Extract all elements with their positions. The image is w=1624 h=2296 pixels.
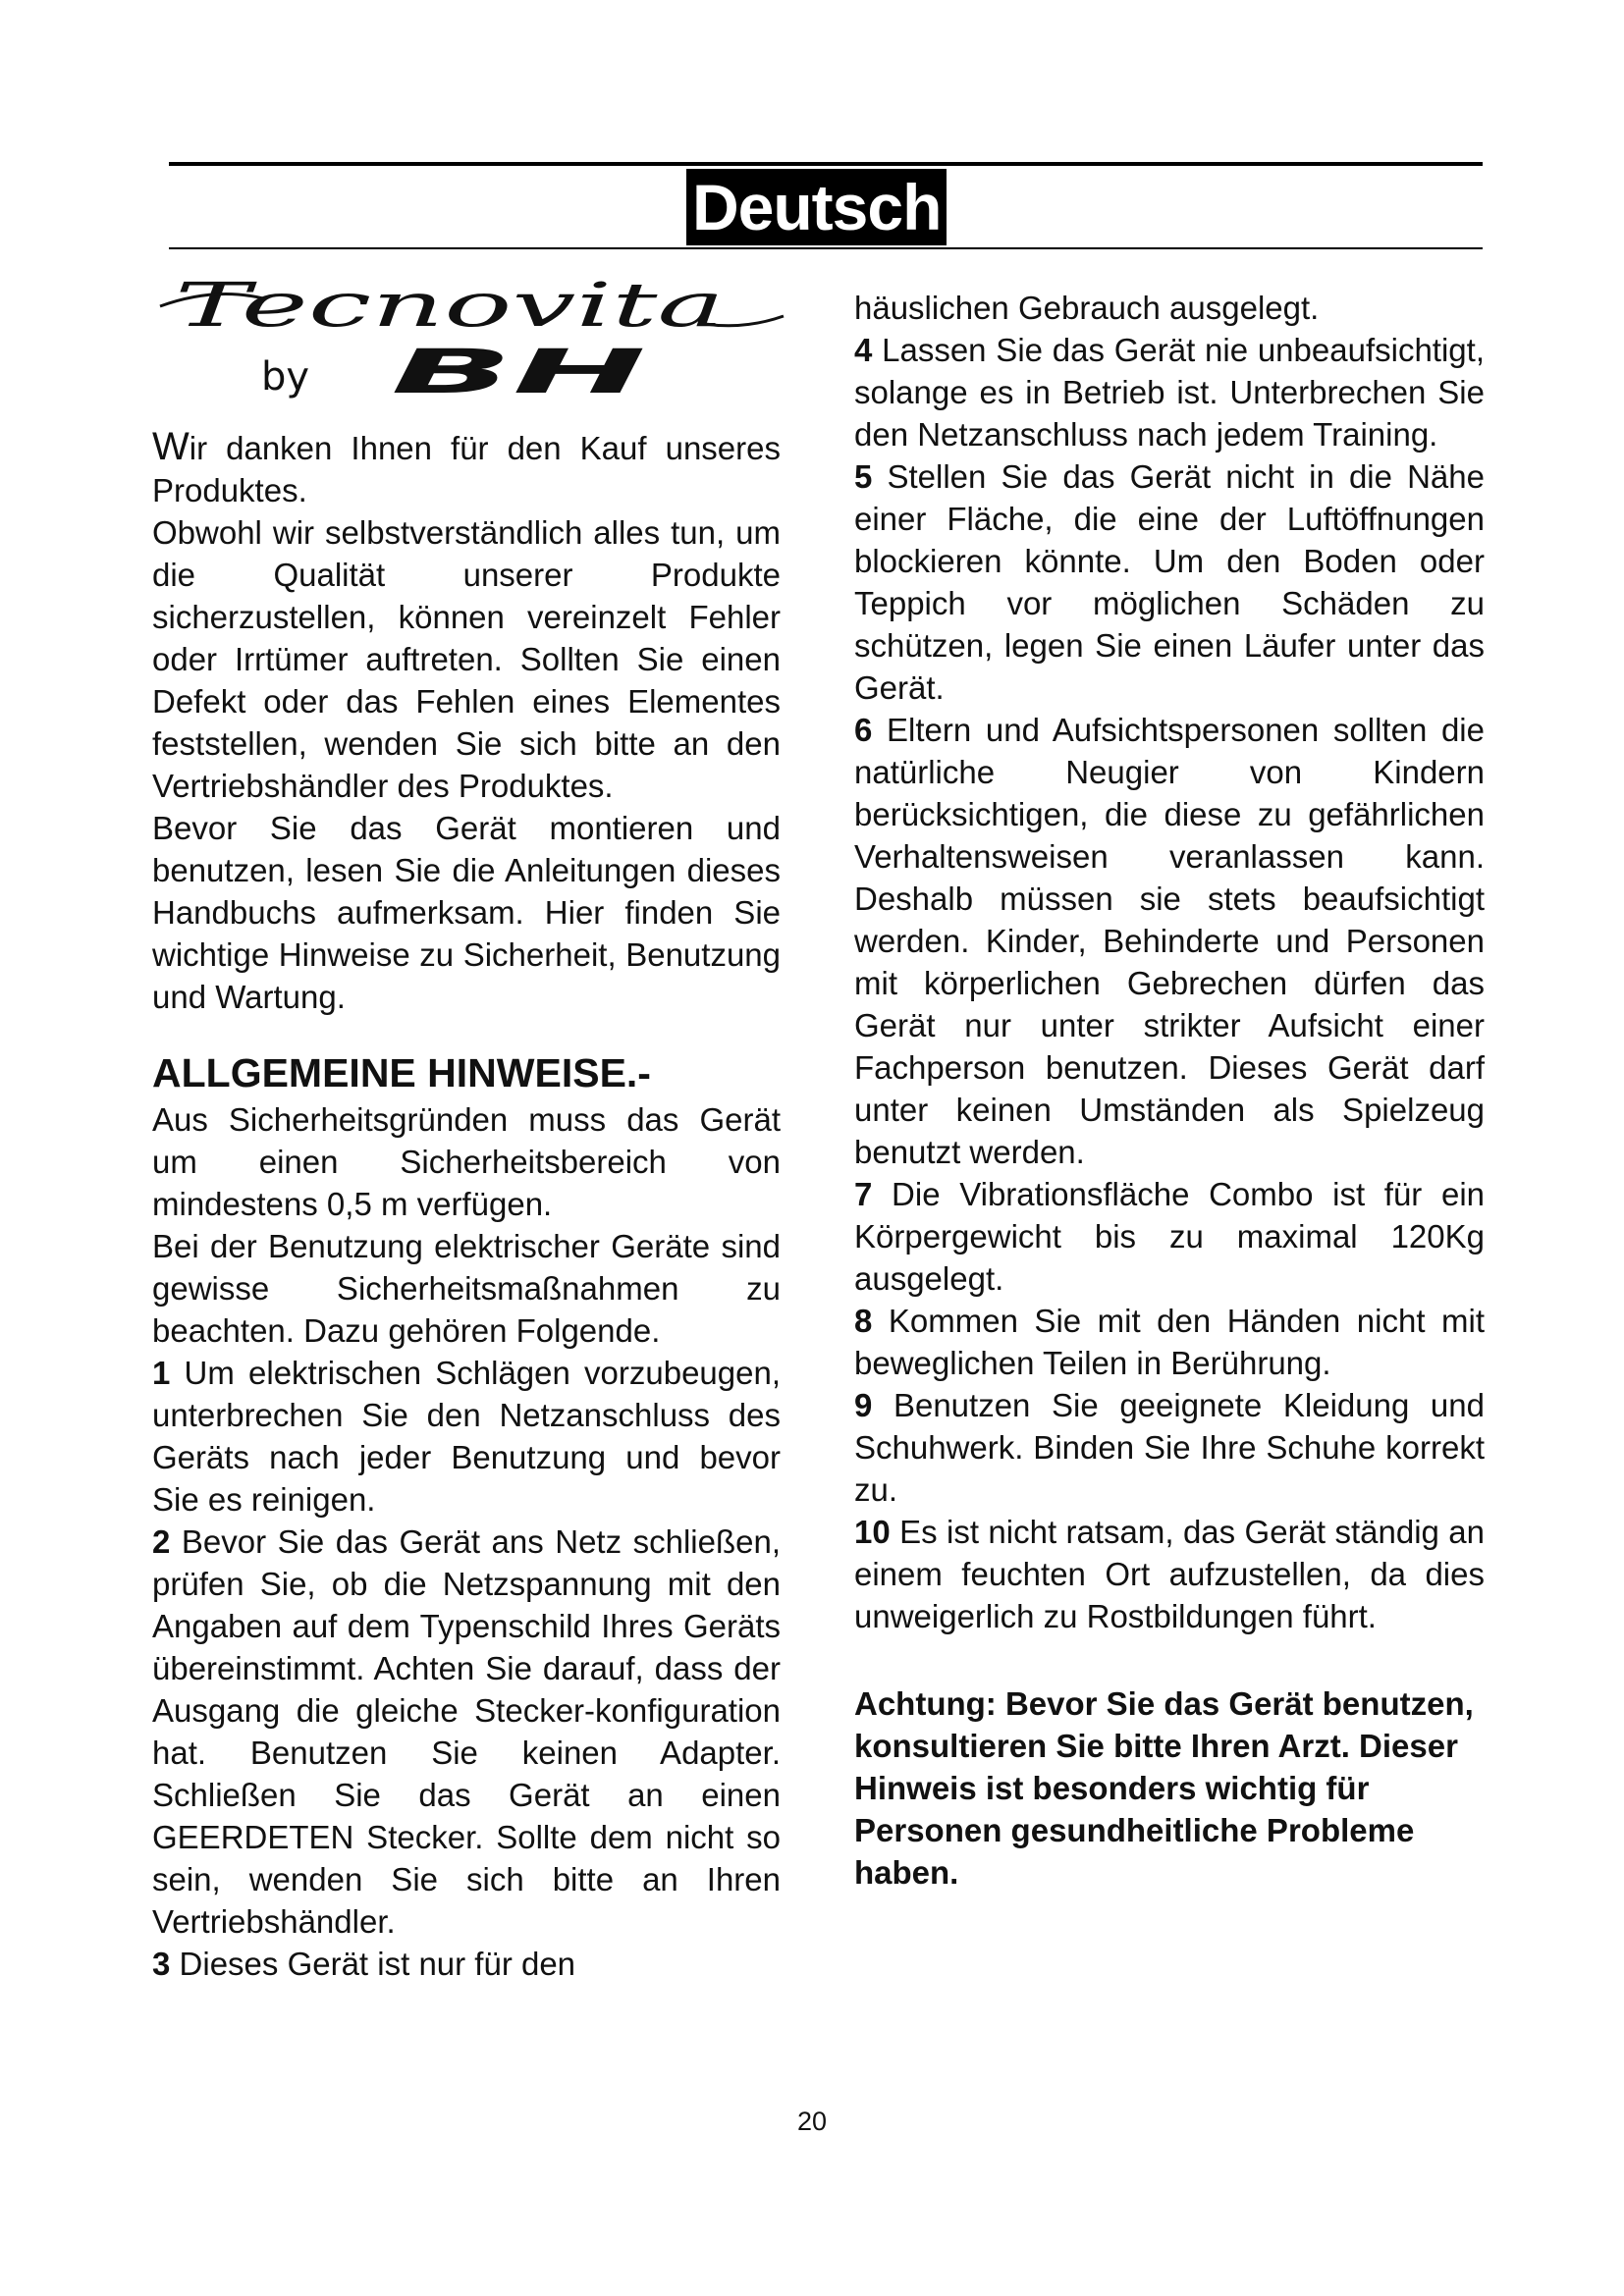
header-top-rule bbox=[169, 162, 1483, 166]
item-number: 7 bbox=[854, 1176, 873, 1212]
intro-paragraph-2: Obwohl wir selbstverständlich alles tun, um die Qualität unserer Produkte sicherzustellen, können vereinzelt Fehler oder Irrtümer auftreten. Sollten Sie einen Defekt oder das Fehlen eines Elementes feststellen, wenden Sie sich bitte an den Vertriebshändler des Produktes. bbox=[152, 514, 781, 804]
item-text: Benutzen Sie geeignete Kleidung und Schuhwerk. Binden Sie Ihre Schuhe korrekt zu. bbox=[854, 1387, 1485, 1508]
item-number: 10 bbox=[854, 1514, 891, 1550]
list-item bbox=[152, 1943, 781, 1985]
item-number: 2 bbox=[152, 1523, 171, 1560]
list-item bbox=[854, 709, 1485, 1173]
language-title: Deutsch bbox=[686, 169, 947, 245]
item-number: 9 bbox=[854, 1387, 873, 1423]
list-item bbox=[854, 329, 1485, 455]
item-text: Um elektrischen Schlägen vorzubeugen, unterbrechen Sie den Netzanschluss des Geräts nach jeder Benutzung und bevor Sie es reinigen. bbox=[152, 1355, 781, 1518]
logo-brand-text: BH bbox=[391, 336, 646, 404]
list-item bbox=[854, 1173, 1485, 1300]
item-text: Lassen Sie das Gerät nie unbeaufsichtigt, solange es in Betrieb ist. Unterbrechen Sie den Netzanschluss nach jedem Training. bbox=[854, 332, 1485, 453]
item-number: 4 bbox=[854, 332, 873, 368]
item-text: Die Vibrationsfläche Combo ist für ein Körpergewicht bis zu maximal 120Kg ausgelegt. bbox=[854, 1176, 1485, 1297]
warning-notice: Achtung: Bevor Sie das Gerät benutzen, konsultieren Sie bitte Ihren Arzt. Dieser Hinweis ist besonders wichtig für Personen gesundheitliche Probleme haben. bbox=[854, 1685, 1474, 1891]
brand-logo bbox=[155, 277, 793, 404]
right-column bbox=[854, 287, 1485, 1894]
item-number: 3 bbox=[152, 1946, 171, 1982]
general-paragraph-2: Bei der Benutzung elektrischer Geräte sind gewisse Sicherheitsmaßnahmen zu beachten. Dazu gehören Folgende. bbox=[152, 1228, 781, 1349]
list-item bbox=[152, 1521, 781, 1943]
page-number: 20 bbox=[796, 2107, 828, 2136]
header-bottom-rule bbox=[169, 247, 1483, 249]
list-item bbox=[854, 1300, 1485, 1384]
item-text: Stellen Sie das Gerät nicht in die Nähe einer Fläche, die eine der Luftöffnungen blockieren könnte. Um den Boden oder Teppich vor möglichen Schäden zu schützen, legen Sie einen Läufer unter das Gerät. bbox=[854, 458, 1485, 706]
intro-text-1: ir danken Ihnen für den Kauf unseres Produktes. bbox=[152, 430, 781, 508]
logo-script-text: Tecnovita bbox=[175, 277, 725, 341]
list-item bbox=[854, 1384, 1485, 1511]
section-heading: ALLGEMEINE HINWEISE.- bbox=[152, 1050, 651, 1095]
left-column bbox=[152, 426, 781, 1985]
list-item bbox=[152, 1352, 781, 1521]
item-text: Dieses Gerät ist nur für den bbox=[179, 1946, 576, 1982]
item-text: Es ist nicht ratsam, das Gerät ständig an einem feuchten Ort aufzustellen, da dies unweigerlich zu Rostbildungen führt. bbox=[854, 1514, 1485, 1634]
intro-paragraph-1 bbox=[152, 426, 781, 511]
item-number: 8 bbox=[854, 1303, 873, 1339]
list-item-continued: häuslichen Gebrauch ausgelegt. bbox=[854, 290, 1320, 326]
item-number: 5 bbox=[854, 458, 873, 495]
item-text: Bevor Sie das Gerät ans Netz schließen, prüfen Sie, ob die Netzspannung mit den Angaben auf dem Typenschild Ihres Geräts übereinstimmt. Achten Sie darauf, dass der Ausgang die gleiche Stecker-konfiguration hat. Benutzen Sie keinen Adapter. Schließen Sie das Gerät an einen GEERDETEN Stecker. Sollte dem nicht so sein, wenden Sie sich bitte an Ihren Vertriebshändler. bbox=[152, 1523, 781, 1940]
item-number: 6 bbox=[854, 712, 873, 748]
list-item bbox=[854, 455, 1485, 709]
item-number: 1 bbox=[152, 1355, 171, 1391]
intro-dropcap: W bbox=[152, 425, 189, 468]
intro-paragraph-3: Bevor Sie das Gerät montieren und benutzen, lesen Sie die Anleitungen dieses Handbuchs aufmerksam. Hier finden Sie wichtige Hinweise zu Sicherheit, Benutzung und Wartung. bbox=[152, 810, 781, 1015]
item-text: Kommen Sie mit den Händen nicht mit beweglichen Teilen in Berührung. bbox=[854, 1303, 1485, 1381]
logo-by-text: by bbox=[261, 354, 310, 400]
item-text: Eltern und Aufsichtspersonen sollten die natürliche Neugier von Kindern berücksichtigen, die diese zu gefährlichen Verhaltensweisen veranlassen kann. Deshalb müssen sie stets beaufsichtigt werden. Kinder, Behinderte und Personen mit körperlichen Gebrechen dürfen das Gerät nur unter strikter Aufsicht einer Fachperson benutzen. Dieses Gerät darf unter keinen Umständen als Spielzeug benutzt werden. bbox=[854, 712, 1485, 1170]
general-paragraph-1: Aus Sicherheitsgründen muss das Gerät um einen Sicherheitsbereich von mindestens 0,5 m verfügen. bbox=[152, 1101, 781, 1222]
list-item bbox=[854, 1511, 1485, 1637]
